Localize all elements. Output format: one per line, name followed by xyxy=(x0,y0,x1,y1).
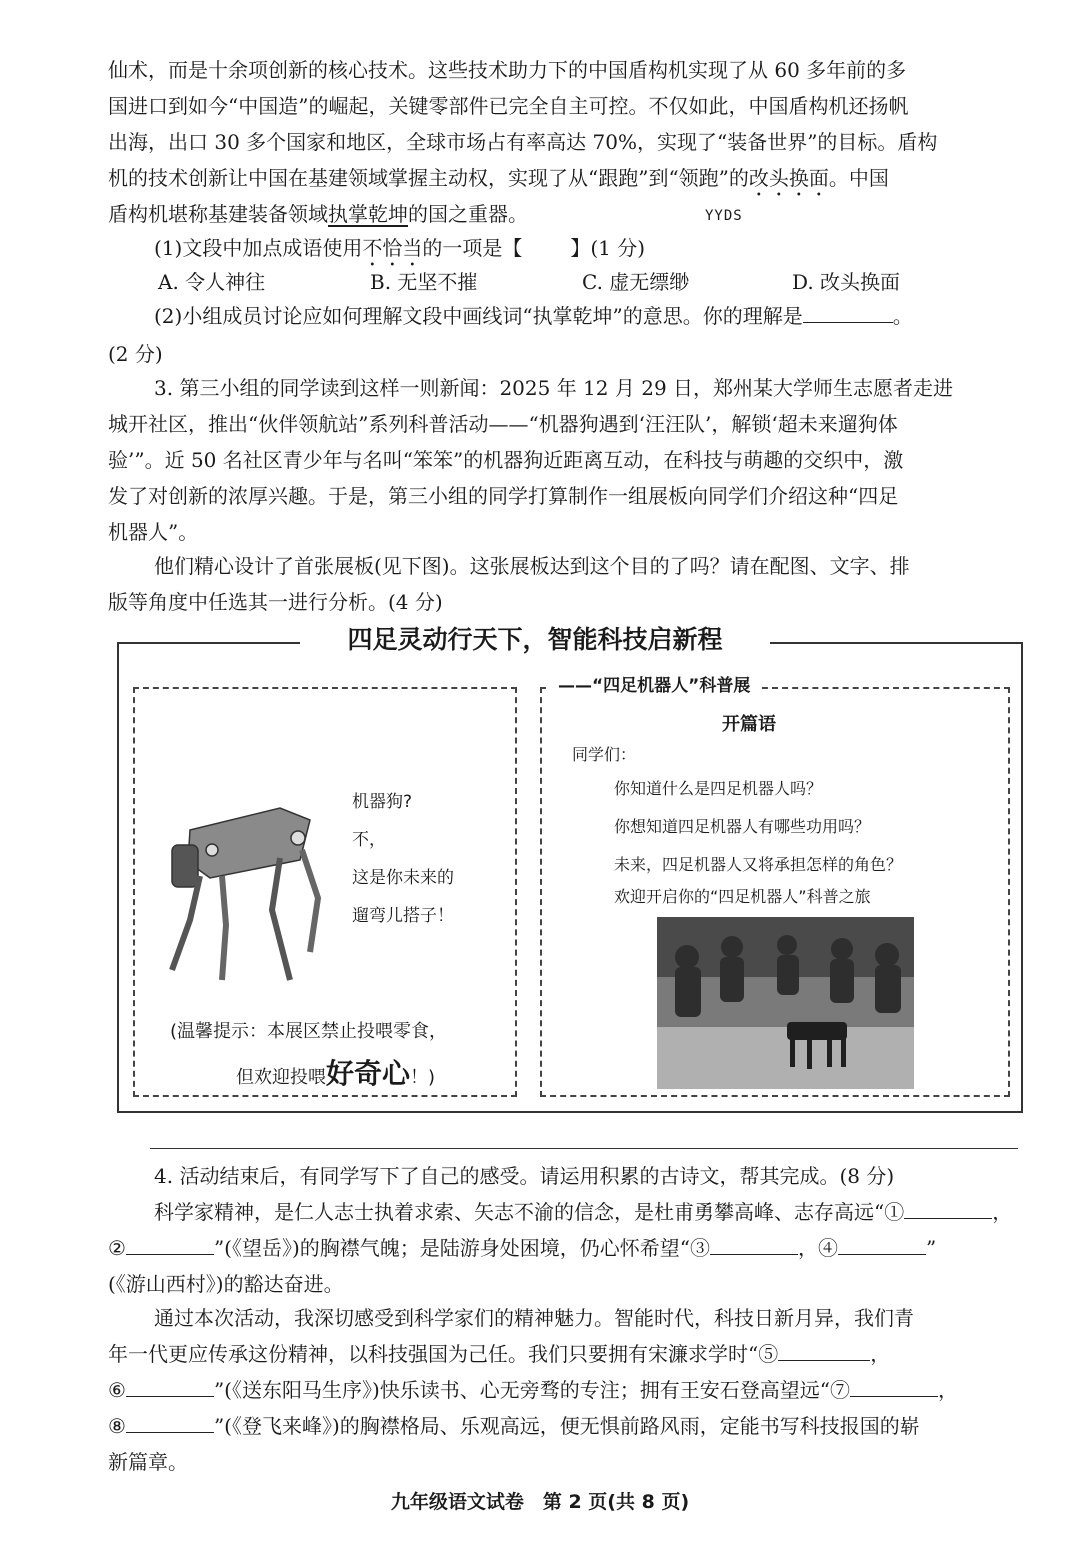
text: 。 xyxy=(892,304,913,328)
left-panel-line: 这是你未来的 xyxy=(352,868,454,888)
blank-1[interactable] xyxy=(904,1198,992,1219)
dotted-idiom: 改头换面 xyxy=(748,166,829,190)
q4-line xyxy=(108,1340,890,1368)
text: ⑧ xyxy=(108,1414,126,1438)
left-panel-line: 遛弯儿搭子！ xyxy=(352,906,454,926)
passage-line: 仙术，而是十余项创新的核心技术。这些技术助力下的中国盾构机实现了从 60 多年前的多 xyxy=(108,58,907,82)
text: 。中国 xyxy=(828,166,889,190)
right-panel-line: 欢迎开启你的“四足机器人”科普之旅 xyxy=(614,887,871,906)
text: 的国之重器。 xyxy=(408,202,528,226)
text: 但欢迎投喂 xyxy=(236,1067,326,1088)
page-footer: 九年级语文试卷 第 2 页(共 8 页) xyxy=(390,1491,690,1513)
q4-line xyxy=(154,1198,1012,1226)
tip-line-1: (温馨提示：本展区禁止投喂零食， xyxy=(170,1021,448,1042)
text: ， xyxy=(938,1378,958,1402)
q3-line: 验’”。近 50 名社区青少年与名叫“笨笨”的机器狗近距离互动，在科技与萌趣的交织中，激 xyxy=(108,448,904,472)
passage-line: 国进口到如今“中国造”的崛起，关键零部件已完全自主可控。不仅如此，中国盾构机还扬帆 xyxy=(108,94,909,118)
blank-5[interactable] xyxy=(778,1340,870,1361)
q4-line xyxy=(108,1412,920,1440)
text: 】(1 分) xyxy=(570,236,646,260)
blank-8[interactable] xyxy=(126,1412,214,1433)
text: (2)小组成员讨论应如何理解文段中画线词“执掌乾坤”的意思。你的理解是 xyxy=(154,304,803,328)
question-4-intro: 4. 活动结束后，有同学写下了自己的感受。请运用积累的古诗文，帮其完成。(8 分) xyxy=(154,1164,895,1188)
answer-line[interactable] xyxy=(150,1148,1018,1149)
passage-line xyxy=(108,164,889,201)
left-panel-line: 机器狗? xyxy=(352,792,413,812)
text: ， xyxy=(870,1342,891,1366)
dotted-text: 不恰当 xyxy=(362,236,423,260)
tip-line-2 xyxy=(236,1052,435,1092)
text: (1)文段中加点成语使用 xyxy=(154,236,363,260)
emphasis-text: 好奇心 xyxy=(326,1057,411,1090)
exhibit-subtitle: ——“四足机器人”科普展 xyxy=(550,672,758,700)
text: ”(《登飞来峰》)的胸襟格局、乐观高远，便无惧前路风雨，定能书写科技报国的崭 xyxy=(213,1414,920,1438)
option-c: C. 虚无缥缈 xyxy=(582,270,690,294)
text: ！) xyxy=(410,1067,436,1088)
text: 的一项是【 xyxy=(422,236,523,260)
option-d: D. 改头换面 xyxy=(792,270,901,294)
left-panel-line: 不， xyxy=(352,830,386,850)
passage-line xyxy=(108,200,528,228)
option-a: A. 令人神往 xyxy=(158,270,266,294)
score: (2 分) xyxy=(108,342,163,366)
q4-line xyxy=(108,1376,958,1404)
watermark-text: YYDS xyxy=(705,208,743,224)
q3-line: 城开社区，推出“伙伴领航站”系列科普活动——“机器狗遇到‘汪汪队’，解锁‘超未来遛狗体 xyxy=(108,412,898,436)
text: ， xyxy=(992,1200,1013,1224)
board-title: 四足灵动行天下，智能科技启新程 xyxy=(300,620,770,660)
opening-heading: 开篇语 xyxy=(722,714,776,735)
right-panel-line: 未来，四足机器人又将承担怎样的角色？ xyxy=(614,855,903,874)
blank-6[interactable] xyxy=(126,1376,214,1397)
passage-line: 出海，出口 30 多个国家和地区，全球市场占有率高达 70%，实现了“装备世界”的目标。盾构 xyxy=(108,130,938,154)
text: ，④ xyxy=(798,1236,838,1260)
q4-line xyxy=(108,1234,936,1262)
q4-line: (《游山西村》)的豁达奋进。 xyxy=(108,1272,344,1296)
text: ② xyxy=(108,1236,126,1260)
greeting: 同学们： xyxy=(572,745,637,764)
text: 盾构机堪称基建装备领域 xyxy=(108,202,328,226)
right-panel-line: 你知道什么是四足机器人吗？ xyxy=(614,779,823,798)
text: ⑥ xyxy=(108,1378,126,1402)
q3-line: 发了对创新的浓厚兴趣。于是，第三小组的同学打算制作一组展板向同学们介绍这种“四足 xyxy=(108,484,899,508)
blank-4[interactable] xyxy=(838,1234,926,1255)
q3-line: 版等角度中任选其一进行分析。(4 分) xyxy=(108,590,443,614)
children-with-robot-dog-photo xyxy=(657,917,914,1089)
q3-line: 他们精心设计了首张展板(见下图)。这张展板达到这个目的了吗？请在配图、文字、排 xyxy=(154,554,910,578)
text: ”(《望岳》)的胸襟气魄；是陆游身处困境，仍心怀希望“③ xyxy=(213,1236,710,1260)
q4-line: 通过本次活动，我深切感受到科学家们的精神魅力。智能时代，科技日新月异，我们青 xyxy=(154,1306,914,1330)
text: ” xyxy=(926,1236,937,1260)
q3-line: 3. 第三小组的同学读到这样一则新闻：2025 年 12 月 29 日，郑州某大学师生志愿者走进 xyxy=(154,376,954,400)
blank-7[interactable] xyxy=(850,1376,938,1397)
blank-3[interactable] xyxy=(710,1234,798,1255)
right-panel-line: 你想知道四足机器人有哪些功用吗？ xyxy=(614,817,871,836)
q3-line: 机器人”。 xyxy=(108,520,199,544)
question-2-1 xyxy=(154,234,645,271)
text: 机的技术创新让中国在基建领域掌握主动权，实现了从“跟跑”到“领跑”的 xyxy=(108,166,749,190)
text: 科学家精神，是仁人志士执着求索、矢志不渝的信念，是杜甫勇攀高峰、志存高远“① xyxy=(154,1200,905,1224)
text: 年一代更应传承这份精神，以科技强国为己任。我们只要拥有宋濂求学时“⑤ xyxy=(108,1342,779,1366)
q4-line: 新篇章。 xyxy=(108,1450,188,1474)
question-2-2 xyxy=(154,302,913,330)
option-b: B. 无坚不摧 xyxy=(370,270,478,294)
robot-dog-image xyxy=(160,790,340,990)
blank-2[interactable] xyxy=(126,1234,214,1255)
answer-blank[interactable] xyxy=(803,302,893,323)
underlined-phrase: 执掌乾坤 xyxy=(328,202,408,226)
text: ”(《送东阳马生序》)快乐读书、心无旁骛的专注；拥有王安石登高望远“⑦ xyxy=(213,1378,850,1402)
